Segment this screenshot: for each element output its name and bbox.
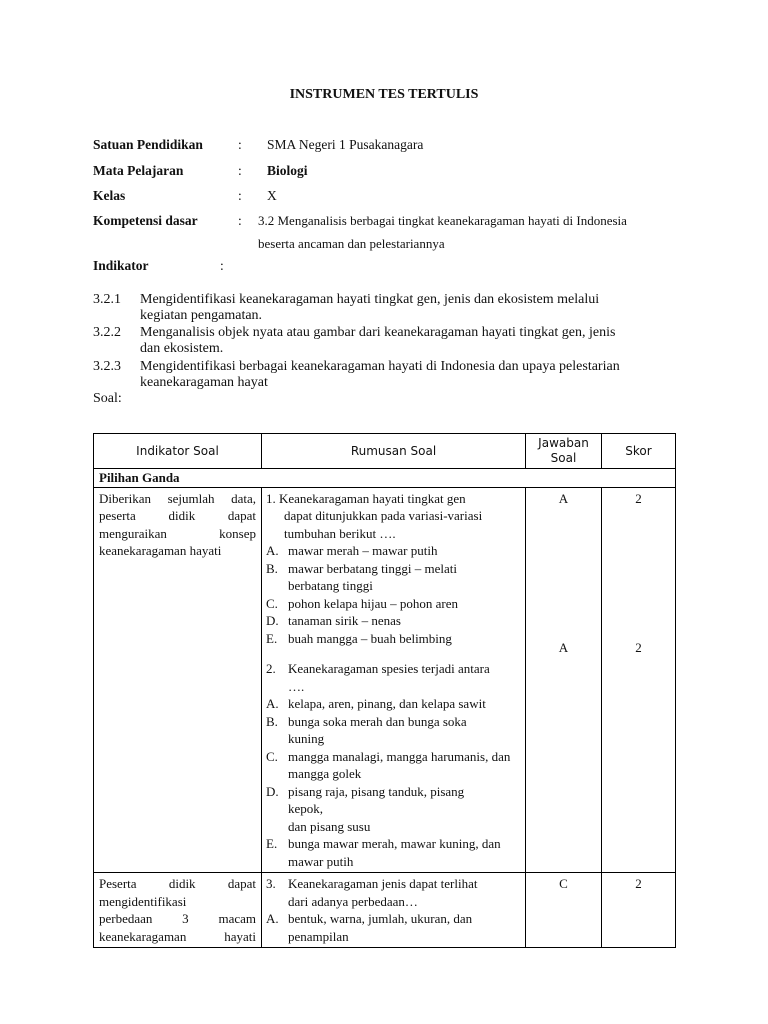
label-kompetensi-dasar: Kompetensi dasar bbox=[93, 213, 198, 228]
indicator-line: dan ekosistem. bbox=[140, 341, 224, 356]
indicator-line: Mengidentifikasi berbagai keanekaragaman hayati di Indonesia dan upaya pelestarian bbox=[140, 359, 620, 374]
option-key: E. bbox=[266, 630, 278, 646]
question-stem: 1. Keanekaragaman hayati tingkat gen bbox=[266, 490, 466, 506]
indicator-line: Menganalisis objek nyata atau gambar dari keanekaragaman hayati tingkat gen, jenis bbox=[140, 325, 616, 340]
header-skor: Skor bbox=[602, 434, 676, 469]
skor-cell bbox=[602, 487, 676, 873]
header-rumusan-soal: Rumusan Soal bbox=[262, 434, 526, 469]
answer-option bbox=[266, 542, 520, 560]
colon: : bbox=[238, 213, 242, 228]
option-key: C. bbox=[266, 748, 278, 764]
indikator-line: perbedaan 3 macam bbox=[99, 911, 256, 926]
colon: : bbox=[238, 137, 242, 152]
value-kompetensi-dasar: 3.2 Menganalisis berbagai tingkat keanekaragaman hayati di Indonesia bbox=[258, 213, 627, 228]
answer-key: C bbox=[559, 876, 568, 891]
question-text: Keanekaragaman spesies terjadi antara …. bbox=[288, 661, 490, 694]
skor-cell bbox=[602, 873, 676, 948]
indicator-text bbox=[140, 359, 620, 391]
table-row bbox=[94, 873, 676, 948]
question-stem: tumbuhan berikut …. bbox=[284, 525, 396, 541]
indikator-line: keanekaragaman hayati bbox=[99, 543, 222, 558]
answer-key: A bbox=[558, 640, 569, 655]
indicator-text bbox=[140, 325, 615, 357]
indicator-number: 3.2.2 bbox=[93, 325, 121, 340]
question-text: Keanekaragaman jenis dapat terlihat dari adanya perbedaan… bbox=[288, 876, 478, 909]
indicator-number: 3.2.3 bbox=[93, 359, 121, 374]
indicator-number: 3.2.1 bbox=[93, 292, 121, 307]
answer-option bbox=[266, 748, 520, 783]
answer-option bbox=[266, 612, 520, 630]
answer-key: A bbox=[558, 490, 569, 506]
label-satuan-pendidikan: Satuan Pendidikan bbox=[93, 137, 203, 152]
value-satuan-pendidikan: SMA Negeri 1 Pusakanagara bbox=[267, 137, 424, 152]
option-text: tanaman sirik – nenas bbox=[288, 613, 401, 628]
value-kompetensi-dasar-line2: beserta ancaman dan pelestariannya bbox=[258, 236, 445, 251]
option-text-line: dan pisang susu bbox=[288, 818, 371, 834]
option-key: B. bbox=[266, 560, 278, 576]
question-number: 3. bbox=[266, 876, 276, 891]
option-text: bunga mawar merah, mawar kuning, dan mawar putih bbox=[288, 836, 501, 869]
answer-option bbox=[266, 835, 520, 870]
indikator-line: Diberikan sejumlah data, bbox=[99, 490, 256, 506]
header-jawaban-line1: Jawaban bbox=[538, 436, 589, 450]
score: 2 bbox=[635, 490, 642, 506]
indikator-line: peserta didik dapat bbox=[99, 508, 256, 523]
value-mata-pelajaran: Biologi bbox=[267, 163, 308, 178]
option-text: buah mangga – buah belimbing bbox=[288, 630, 452, 646]
option-key: A. bbox=[266, 696, 279, 711]
header-jawaban-soal bbox=[526, 434, 602, 469]
soal-label: Soal: bbox=[93, 391, 122, 406]
indikator-line: keanekaragaman hayati bbox=[99, 928, 256, 944]
score: 2 bbox=[635, 876, 642, 891]
table-row bbox=[94, 487, 676, 873]
indikator-line: Peserta didik dapat bbox=[99, 876, 256, 891]
option-text: kelapa, aren, pinang, dan kelapa sawit bbox=[288, 696, 486, 711]
colon: : bbox=[238, 188, 242, 203]
value-kelas: X bbox=[267, 188, 277, 203]
score: 2 bbox=[635, 640, 642, 655]
answer-option bbox=[266, 910, 520, 945]
answer-option bbox=[266, 783, 520, 836]
header-jawaban-line2: Soal bbox=[550, 451, 577, 465]
indikator-line: menguraikan konsep bbox=[99, 525, 256, 541]
option-key: D. bbox=[266, 613, 279, 628]
question-stem bbox=[266, 660, 520, 695]
section-row bbox=[94, 469, 676, 488]
option-text: bentuk, warna, jumlah, ukuran, dan penampilan bbox=[288, 911, 473, 944]
question-stem bbox=[266, 875, 520, 910]
rumusan-cell bbox=[262, 873, 526, 948]
option-text-line: pisang raja, pisang tanduk, pisang kepok, bbox=[288, 783, 465, 816]
question-stem: dapat ditunjukkan pada variasi-variasi bbox=[284, 508, 483, 523]
answer-option bbox=[266, 695, 520, 713]
indicator-line: kegiatan pengamatan. bbox=[140, 308, 263, 323]
option-text bbox=[288, 783, 520, 836]
indikator-line: mengidentifikasi bbox=[99, 893, 187, 909]
option-text: pohon kelapa hijau – pohon aren bbox=[288, 595, 459, 611]
option-key: D. bbox=[266, 783, 279, 799]
option-text: mawar berbatang tinggi – melati berbatang tinggi bbox=[288, 560, 457, 593]
document-title: INSTRUMEN TES TERTULIS bbox=[289, 87, 479, 102]
question-table bbox=[93, 433, 676, 948]
option-text: mangga manalagi, mangga harumanis, dan mangga golek bbox=[288, 748, 511, 781]
jawaban-cell bbox=[526, 487, 602, 873]
header-indikator-soal: Indikator Soal bbox=[94, 434, 262, 469]
rumusan-cell bbox=[262, 487, 526, 873]
colon: : bbox=[238, 163, 242, 178]
jawaban-cell bbox=[526, 873, 602, 948]
indikator-cell bbox=[94, 873, 262, 948]
indicator-text bbox=[140, 292, 599, 324]
option-key: E. bbox=[266, 836, 278, 851]
option-key: A. bbox=[266, 543, 279, 558]
option-key: C. bbox=[266, 595, 278, 611]
label-indikator: Indikator bbox=[93, 258, 149, 273]
section-pilihan-ganda: Pilihan Ganda bbox=[94, 469, 676, 488]
indicator-line: Mengidentifikasi keanekaragaman hayati tingkat gen, jenis dan ekosistem melalui bbox=[140, 292, 600, 307]
label-mata-pelajaran: Mata Pelajaran bbox=[93, 163, 184, 178]
indicator-line: keanekaragaman hayat bbox=[140, 375, 268, 390]
answer-option bbox=[266, 560, 520, 595]
answer-option bbox=[266, 630, 520, 648]
option-text: bunga soka merah dan bunga soka kuning bbox=[288, 713, 467, 746]
question-number: 2. bbox=[266, 661, 276, 676]
option-key: B. bbox=[266, 713, 278, 729]
option-text: mawar merah – mawar putih bbox=[288, 543, 438, 558]
label-kelas: Kelas bbox=[93, 188, 126, 203]
answer-option bbox=[266, 595, 520, 613]
colon: : bbox=[220, 258, 224, 273]
option-key: A. bbox=[266, 911, 279, 926]
answer-option bbox=[266, 713, 520, 748]
table-header-row bbox=[94, 434, 676, 469]
indikator-cell bbox=[94, 487, 262, 873]
